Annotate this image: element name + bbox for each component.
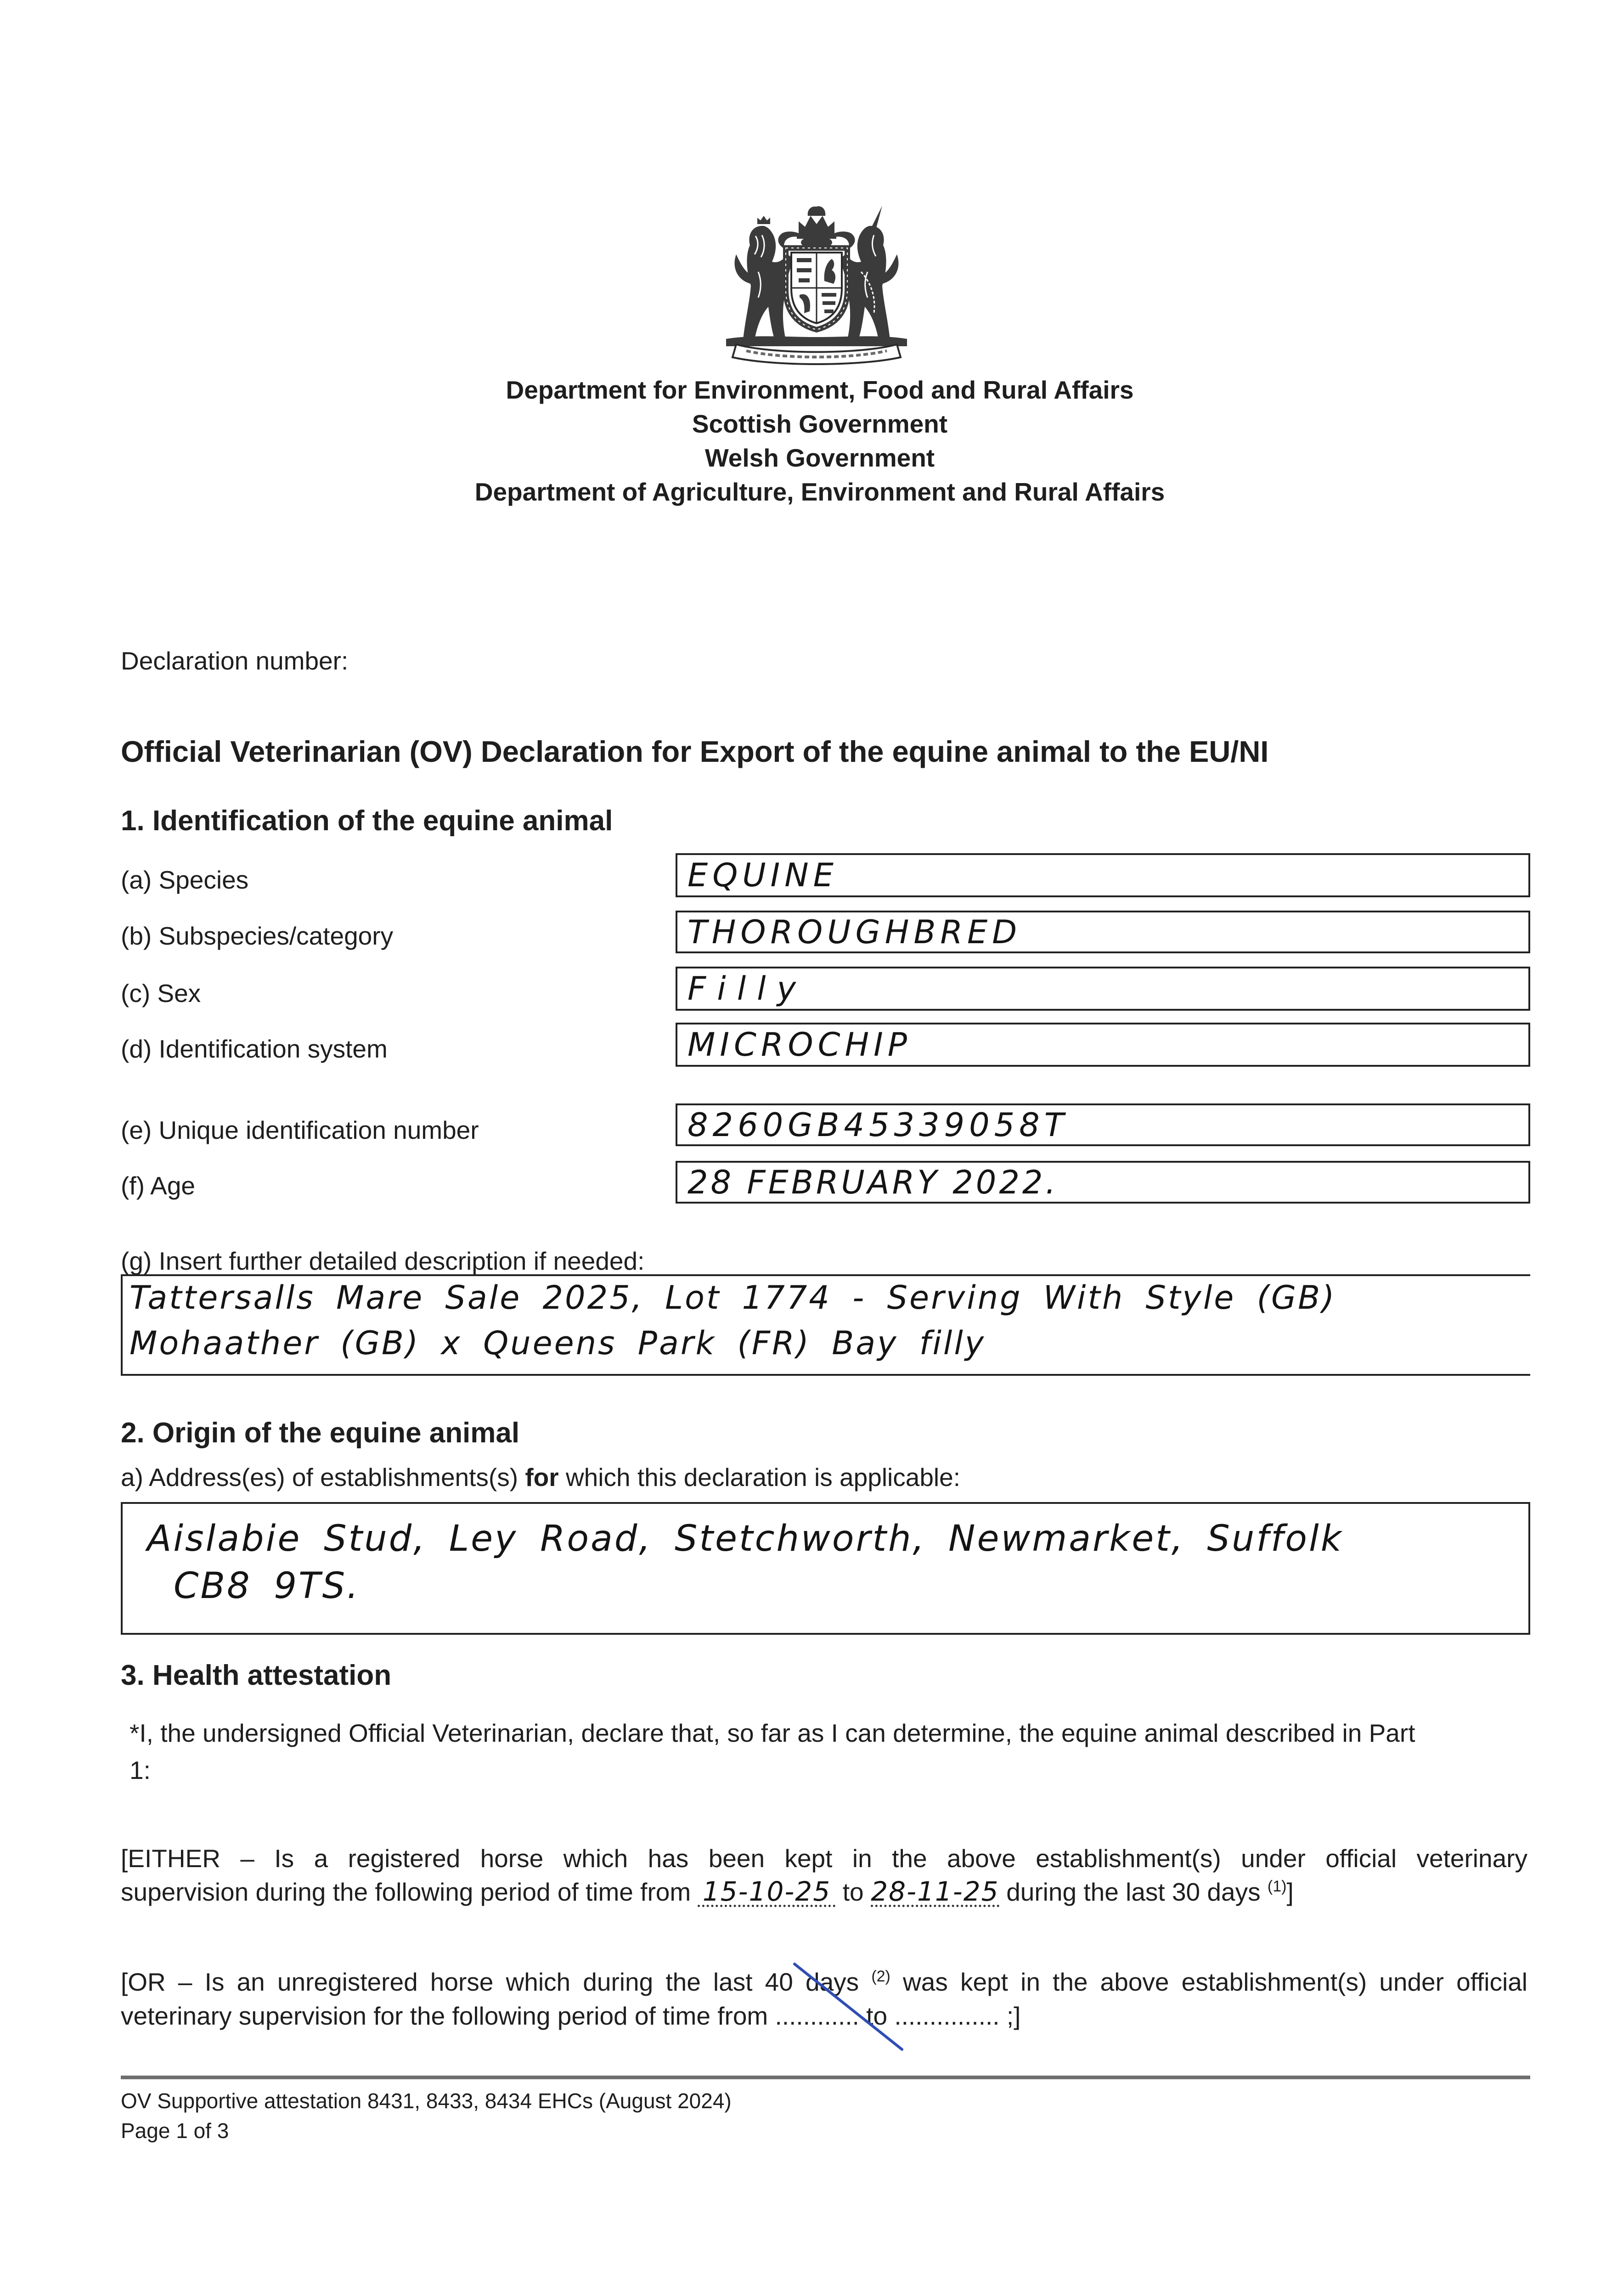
to-word: to	[842, 1878, 864, 1906]
unique-id-field	[676, 1103, 1530, 1146]
section-1-heading: 1. Identification of the equine animal	[121, 805, 613, 837]
description-line-2: Mohaather (GB) x Queens Park (FR) Bay filly	[130, 1324, 986, 1362]
either-close-bracket: ]	[1286, 1878, 1294, 1906]
from-date-value: 15-10-25	[702, 1876, 831, 1907]
passant-lion-3	[799, 278, 810, 282]
passant-lion-1	[797, 258, 812, 262]
unicorn-horn	[871, 206, 882, 230]
footnote-marker-1: (1)	[1267, 1878, 1287, 1895]
age-label: (f) Age	[121, 1171, 196, 1200]
species-label: (a) Species	[121, 866, 249, 894]
shield	[791, 253, 842, 323]
description-box	[121, 1274, 1530, 1376]
crown-band	[797, 234, 836, 239]
section-2-heading: 2. Origin of the equine animal	[121, 1417, 520, 1449]
page-number: Page 1 of 3	[121, 2119, 229, 2143]
passant-lion-2	[797, 268, 812, 272]
unique-id-value: 8260GB45339058T	[688, 1106, 1069, 1144]
authority-daera: Department of Agriculture, Environment and Rural Affairs	[474, 478, 1165, 506]
to-date-value: 28-11-25	[871, 1876, 999, 1907]
strike-stroke	[795, 1964, 902, 2049]
age-value: 28 FEBRUARY 2022.	[688, 1163, 1059, 1201]
shield-quarter-england	[797, 258, 812, 282]
attestation-line-1: *I, the undersigned Official Veterinarian, declare that, so far as I can determine, the equine animal described in Part	[130, 1719, 1415, 1747]
either-clause-line-1: [EITHER – Is a registered horse which has been kept in the above establishment(s) under official veterinary	[121, 1844, 1527, 1873]
motto-ribbon	[733, 344, 901, 364]
unique-id-label: (e) Unique identification number	[121, 1116, 479, 1144]
description-label: (g) Insert further detailed description if needed:	[121, 1247, 645, 1275]
attestation-line-2: 1:	[130, 1756, 151, 1784]
to-date-field	[871, 1876, 999, 1907]
sex-field	[676, 967, 1530, 1011]
subspecies-value: THOROUGHBRED	[688, 913, 1022, 951]
subspecies-label: (b) Subspecies/category	[121, 922, 394, 950]
subspecies-field	[676, 911, 1530, 953]
address-label-start: a) Address(es) of establishments(s)	[121, 1463, 518, 1491]
identification-system-field	[676, 1023, 1530, 1067]
sex-value: Filly	[688, 970, 807, 1007]
document-title: Official Veterinarian (OV) Declaration for Export of the equine animal to the EU/NI	[121, 735, 1269, 768]
or-clause-end: was kept in the above establishment(s) under official	[903, 1968, 1528, 1996]
footer-divider	[121, 2076, 1530, 2079]
either-duration-text: during the last 30 days	[1006, 1878, 1261, 1906]
passant-lion-6	[824, 310, 834, 313]
address-label-end: which this declaration is applicable:	[565, 1463, 961, 1491]
or-clause-line-2: veterinary supervision for the following period of time from ............ to ............... ;]	[121, 2002, 1021, 2030]
lion-crown	[757, 216, 770, 224]
species-field	[676, 853, 1530, 897]
address-line-2: CB8 9TS.	[174, 1565, 360, 1607]
authority-welsh-government: Welsh Government	[704, 444, 935, 472]
passant-lion-4	[822, 293, 836, 297]
address-label-emphasis: for	[525, 1463, 559, 1491]
crown	[799, 216, 834, 235]
authority-defra: Department for Environment, Food and Rural Affairs	[506, 376, 1134, 404]
or-clause-start: [OR – Is an unregistered horse which during the last 40 days	[121, 1968, 859, 1996]
passant-lion-5	[823, 301, 835, 305]
authority-scottish-government: Scottish Government	[692, 410, 948, 438]
address-box	[121, 1502, 1530, 1635]
crest-lion	[808, 206, 826, 216]
footer-reference: OV Supportive attestation 8431, 8433, 8434 EHCs (August 2024)	[121, 2089, 732, 2113]
identification-system-value: MICROCHIP	[688, 1026, 912, 1064]
either-period-text: supervision during the following period of time from	[121, 1878, 691, 1906]
address-line-1: Aislabie Stud, Ley Road, Stetchworth, Newmarket, Suffolk	[147, 1518, 1343, 1559]
strike-through-mark	[781, 1952, 919, 2062]
identification-system-label: (d) Identification system	[121, 1035, 388, 1063]
footnote-marker-2: (2)	[871, 1968, 890, 1985]
crest-crown	[778, 206, 855, 249]
section-3-heading: 3. Health attestation	[121, 1660, 392, 1691]
description-line-1: Tattersalls Mare Sale 2025, Lot 1774 - Serving With Style (GB)	[130, 1279, 1336, 1317]
species-value: EQUINE	[688, 856, 838, 894]
sex-label: (c) Sex	[121, 979, 201, 1007]
age-field	[676, 1161, 1530, 1204]
issuing-authorities	[23, 373, 1617, 509]
either-clause-line-2	[121, 1877, 1294, 1907]
royal-coat-of-arms-logo	[718, 203, 915, 365]
from-date-field	[698, 1876, 835, 1907]
address-label	[121, 1462, 960, 1492]
declaration-number-label: Declaration number:	[121, 647, 349, 675]
